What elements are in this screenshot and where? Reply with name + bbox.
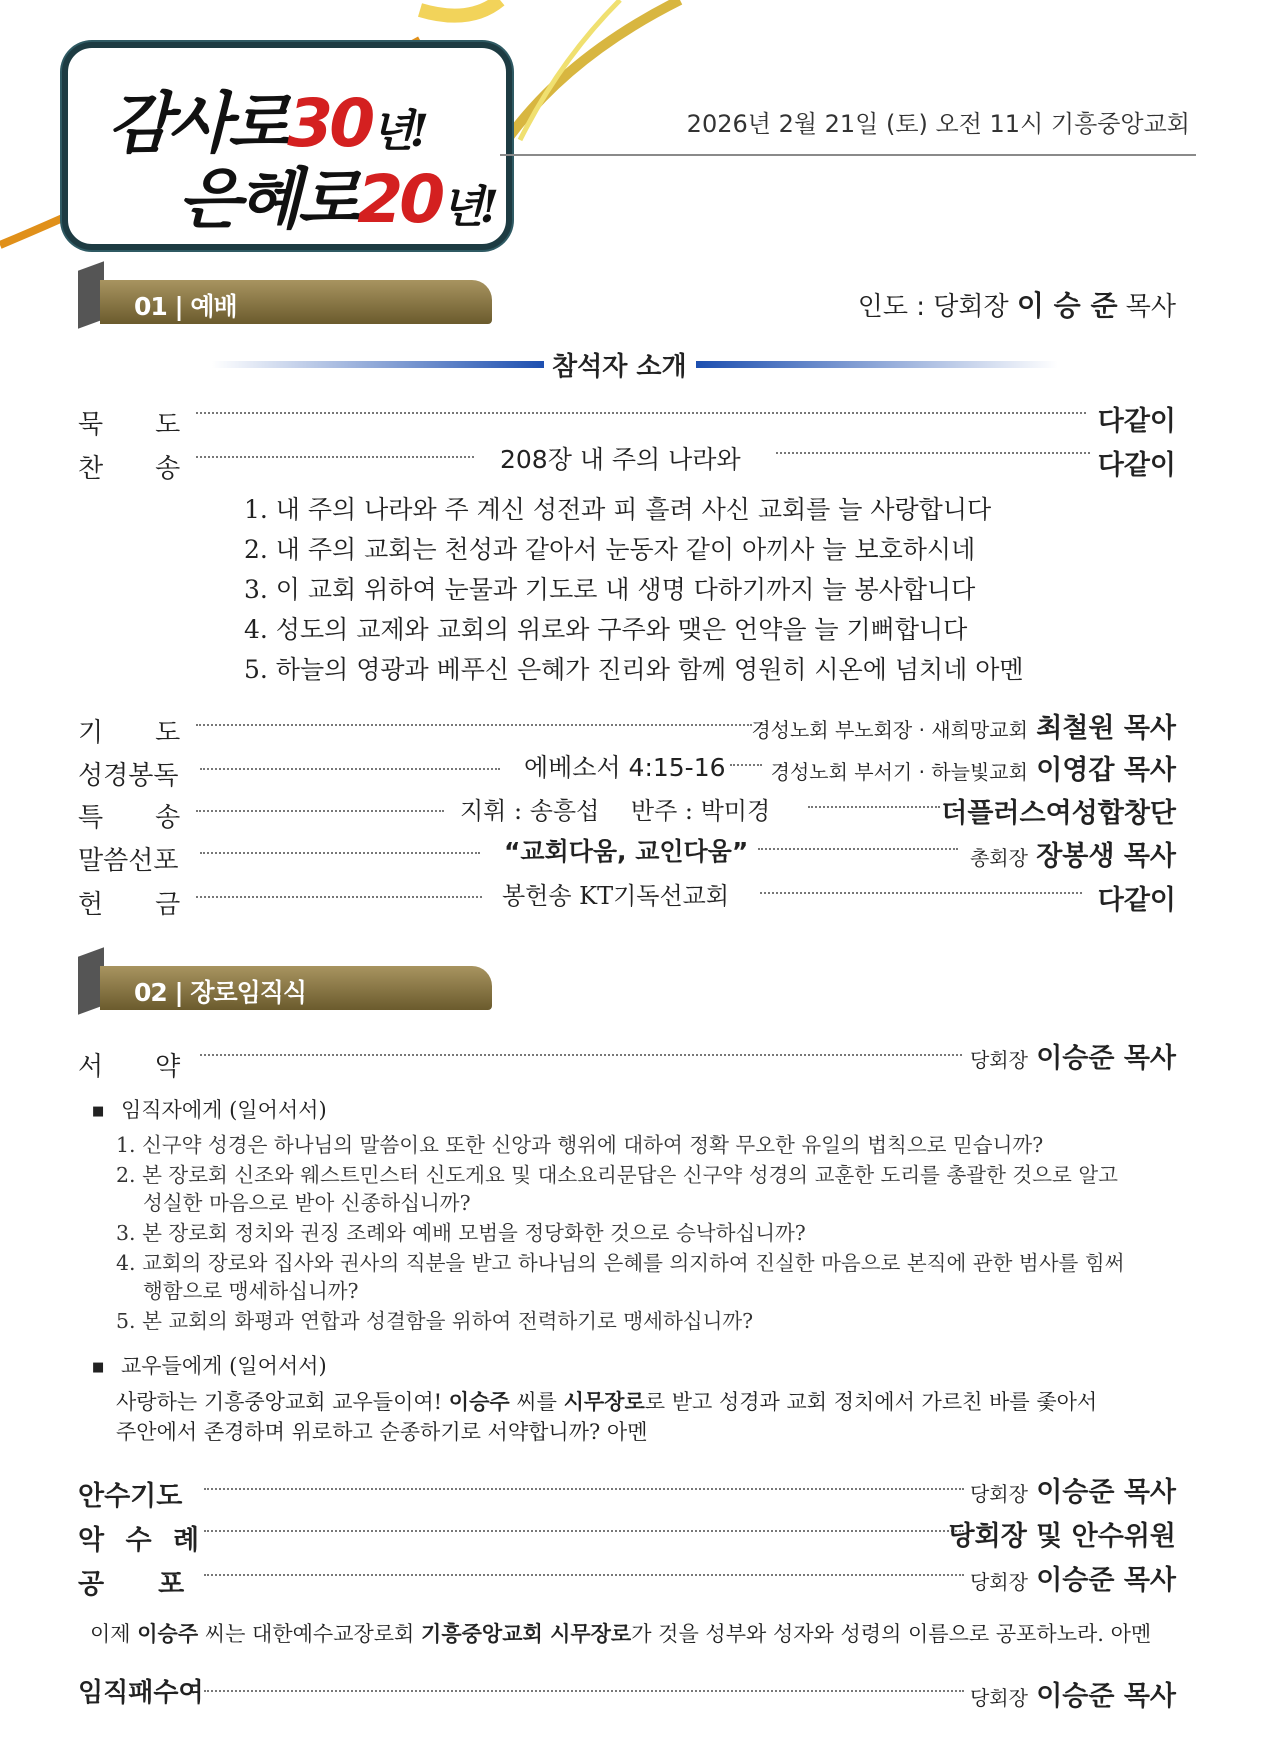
logo-number-20: 20 [357, 161, 442, 238]
cong-text: 로 받고 성경과 교회 정치에서 가르친 바를 좇아서 [644, 1390, 1098, 1414]
title-logo [62, 42, 512, 250]
offering-song: 봉헌송 KT기독선교회 [502, 882, 730, 910]
intro-title: 참석자 소개 [552, 352, 687, 382]
order-right-plaque [970, 1674, 1176, 1713]
leader-dots [204, 1530, 964, 1532]
presenter-name: 이승준 목사 [1036, 1565, 1176, 1596]
leader-dots [204, 1574, 964, 1576]
intro-bar-right [696, 361, 1058, 368]
vow-question: 행함으로 맹세하십니까? [116, 1279, 359, 1303]
order-label-laying-hands: 안수기도 [78, 1481, 183, 1512]
presenter-name: 장봉생 목사 [1036, 841, 1176, 872]
worship-leader [858, 284, 1176, 324]
hymn-title: 208장 내 주의 나라와 [500, 445, 741, 474]
presenter-affiliation: 당회장 [969, 1048, 1028, 1072]
proclaim-name: 이승주 [137, 1622, 199, 1646]
vow-question: 1. 신구약 성경은 하나님의 말씀이요 또한 신앙과 행위에 대하여 정확 무오한 유일의 법칙으로 믿습니까? [116, 1133, 1044, 1157]
order-right-prayer [751, 706, 1176, 745]
cong-text: 사랑하는 기흥중앙교회 교우들이여! [116, 1390, 443, 1414]
presenter-affiliation: 당회장 [969, 1570, 1028, 1594]
presenter-affiliation: 경성노회 부노회장 · 새희망교회 [751, 718, 1028, 742]
intro-bar-left [212, 361, 544, 368]
hymn-verse: 5. 하늘의 영광과 베푸신 은혜가 진리와 함께 영원히 시온에 넘치네 아멘 [244, 655, 1024, 684]
vow-question: 성실한 마음으로 받아 신종하십니까? [116, 1191, 471, 1215]
section-tab-label: 02 | 장로임직식 [134, 978, 307, 1007]
proclaim-text: 씨는 대한예수교장로회 [204, 1622, 415, 1646]
leader-dots [196, 810, 444, 812]
ordinand-heading [92, 1094, 327, 1124]
event-info: 2026년 2월 21일 (토) 오전 11시 기흥중앙교회 [686, 110, 1190, 138]
congregation-heading-text: 교우들에게 [120, 1354, 223, 1378]
presenter-affiliation: 당회장 [969, 1686, 1028, 1710]
congregation-vow-line1 [116, 1386, 1097, 1416]
presenter-affiliation: 경성노회 부서기 · 하늘빛교회 [770, 760, 1028, 784]
presenter-name: 이승준 목사 [1036, 1043, 1176, 1074]
leader-dots [808, 806, 940, 808]
vow-question: 2. 본 장로회 신조와 웨스트민스터 신도게요 및 대소요리문답은 신구약 성경의 교훈한 도리를 총괄한 것으로 알고 [116, 1163, 1118, 1187]
leader-prefix: 인도 : 당회장 [857, 292, 1009, 322]
presenter-name: 이승준 목사 [1036, 1681, 1176, 1712]
section-tab-label: 01 | 예배 [134, 292, 237, 321]
order-right-proclamation [970, 1558, 1176, 1597]
congregation-vow-line2: 주안에서 존경하며 위로하고 순종하기로 서약합니까? 아멘 [116, 1420, 648, 1444]
hymn-verse: 3. 이 교회 위하여 눈물과 기도로 내 생명 다하기까지 늘 봉사합니다 [244, 575, 976, 604]
logo-number-30: 30 [287, 85, 372, 162]
logo-suffix-1: 년! [371, 106, 425, 157]
leader-dots [204, 1488, 964, 1490]
cong-text: 씨를 [516, 1390, 557, 1414]
hymn-verse: 4. 성도의 교제와 교회의 위로와 구주와 맺은 언약을 늘 기뻐합니다 [244, 615, 968, 644]
proclaim-text: 가 것을 성부와 성자와 성령의 이름으로 공포하노라. 아멘 [631, 1622, 1152, 1646]
order-label-hymn: 찬 송 [78, 454, 181, 484]
order-label-vow: 서 약 [78, 1052, 181, 1082]
order-right-offering: 다같이 [1097, 885, 1176, 916]
section-tab-worship [78, 280, 492, 324]
proclaim-text: 이제 [90, 1622, 131, 1646]
header-divider [500, 154, 1196, 156]
ordinand-heading-text: 임직자에게 [120, 1098, 223, 1122]
vow-question: 5. 본 교회의 화평과 연합과 성결함을 위하여 전력하기로 맹세하십니까? [116, 1309, 754, 1333]
leader-dots [196, 896, 482, 898]
order-label-offering: 헌 금 [78, 890, 181, 920]
congregation-heading [92, 1350, 327, 1380]
leader-dots [758, 848, 958, 850]
leader-title: 목사 [1125, 292, 1176, 322]
order-right-scripture [771, 748, 1176, 787]
section-tab-ordination [78, 966, 492, 1010]
order-label-handshake: 악 수 례 [78, 1525, 206, 1556]
order-label-special-song: 특 송 [78, 803, 181, 833]
cong-name: 이승주 [448, 1390, 510, 1414]
leader-dots [196, 412, 1086, 414]
presenter-name: 최철원 목사 [1036, 713, 1176, 744]
special-song-credits: 지휘 : 송흥섭 반주 : 박미경 [460, 797, 771, 825]
order-label-scripture: 성경봉독 [78, 761, 179, 791]
order-right-sermon [970, 834, 1176, 873]
leader-dots [730, 764, 762, 766]
leader-dots [200, 768, 500, 770]
vow-question: 4. 교회의 장로와 집사와 권사의 직분을 받고 하나님의 은혜를 의지하여 진실한 마음으로 본직에 관한 범사를 힘써 [116, 1251, 1125, 1275]
hymn-verse: 2. 내 주의 교회는 천성과 같아서 눈동자 같이 아끼사 늘 보호하시네 [244, 535, 976, 564]
order-right-hymn: 다같이 [1097, 450, 1176, 481]
leader-dots [200, 852, 480, 854]
logo-text-2: 은혜로 [178, 160, 358, 238]
order-label-silent-prayer: 묵 도 [78, 410, 181, 440]
leader-dots [196, 456, 474, 458]
order-label-sermon: 말씀선포 [78, 846, 179, 876]
order-right-vow [970, 1036, 1176, 1075]
logo-suffix-2: 년! [441, 182, 495, 233]
hymn-verse: 1. 내 주의 나라와 주 계신 성전과 피 흘려 사신 교회를 늘 사랑합니다 [244, 495, 992, 524]
order-right-silent-prayer: 다같이 [1097, 406, 1176, 437]
presenter-affiliation: 총회장 [969, 846, 1028, 870]
ordinand-heading-note: (일어서서) [229, 1098, 327, 1122]
congregation-heading-note: (일어서서) [229, 1354, 327, 1378]
leader-dots [200, 1054, 962, 1056]
leader-name: 이 승 준 [1016, 289, 1118, 322]
vow-question: 3. 본 장로회 정치와 권징 조례와 예배 모범을 정당화한 것으로 승낙하십니까? [116, 1221, 806, 1245]
leader-dots [776, 452, 1090, 454]
leader-dots [760, 892, 1082, 894]
presenter-name: 이영갑 목사 [1036, 755, 1176, 786]
logo-text-1: 감사로 [108, 84, 288, 162]
leader-dots [196, 724, 752, 726]
order-label-plaque: 임직패수여 [78, 1678, 204, 1708]
presenter-affiliation: 당회장 [969, 1482, 1028, 1506]
presenter-name: 이승준 목사 [1036, 1477, 1176, 1508]
order-right-handshake: 당회장 및 안수위원 [948, 1521, 1176, 1552]
cong-role: 시무장로 [563, 1390, 645, 1414]
proclamation-text [90, 1618, 1151, 1648]
sermon-title: “교회다움, 교인다움” [504, 837, 749, 866]
order-right-laying-hands [970, 1470, 1176, 1509]
proclaim-church: 기흥중앙교회 시무장로 [421, 1622, 632, 1646]
order-label-prayer: 기 도 [78, 718, 181, 748]
order-right-special-song: 더플러스여성합창단 [941, 798, 1176, 829]
leader-dots [204, 1690, 964, 1692]
scripture-reference: 에베소서 4:15-16 [524, 753, 726, 782]
order-label-proclamation: 공 포 [78, 1569, 185, 1600]
